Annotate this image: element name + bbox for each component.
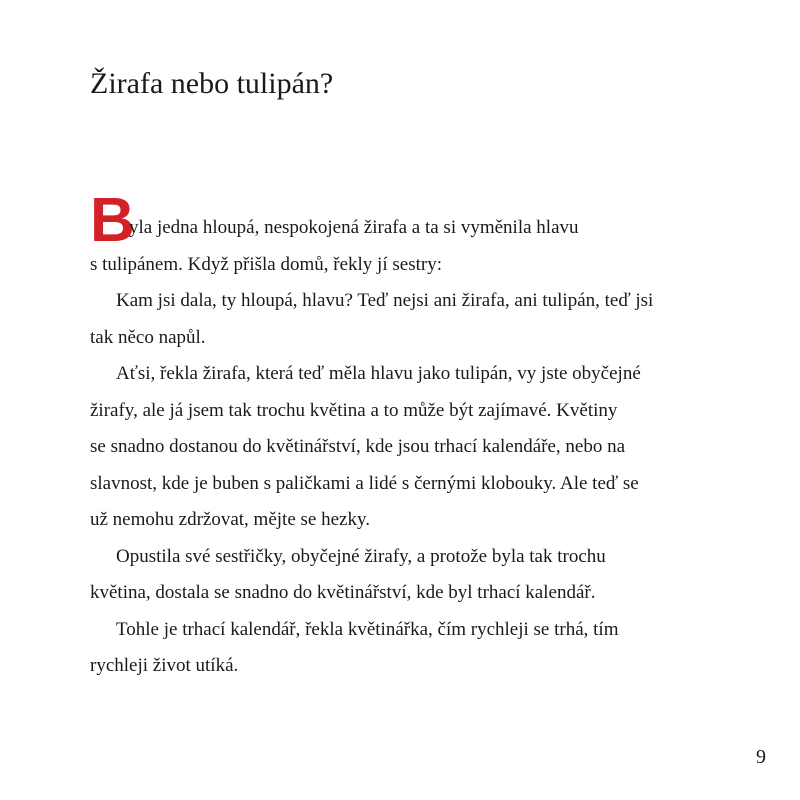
story-text	[90, 210, 730, 685]
text-line: rychleji život utíká.	[90, 655, 239, 676]
text-line: s tulipánem. Když přišla domů, řekly jí sestry:	[90, 253, 442, 275]
text-line: tak něco napůl.	[90, 326, 206, 348]
drop-cap: B	[90, 186, 135, 255]
text-line: se snadno dostanou do květinářství, kde jsou trhací kalendáře, nebo na	[90, 436, 626, 457]
text-line: Opustila své sestřičky, obyčejné žirafy, a protože byla tak trochu	[116, 545, 606, 567]
text-line: květina, dostala se snadno do květinářství, kde byl trhací kalendář.	[90, 582, 596, 603]
text-line: Tohle je trhací kalendář, řekla květinářka, čím rychleji se trhá, tím	[116, 618, 619, 640]
text-line: už nemohu zdržovat, mějte se hezky.	[90, 509, 370, 530]
text-line: Kam jsi dala, ty hloupá, hlavu? Teď nejsi ani žirafa, ani tulipán, teď jsi	[116, 290, 654, 311]
page-number: 9	[756, 746, 766, 768]
page-title: Žirafa nebo tulipán?	[90, 67, 334, 100]
text-line: slavnost, kde je buben s paličkami a lidé s černými klobouky. Ale teď se	[90, 472, 639, 494]
text-line: Aťsi, řekla žirafa, která teď měla hlavu jako tulipán, vy jste obyčejné	[116, 363, 641, 384]
text-line: žirafy, ale já jsem tak trochu květina a to může být zajímavé. Květiny	[90, 399, 618, 421]
text-line: yla jedna hloupá, nespokojená žirafa a ta si vyměnila hlavu	[129, 217, 579, 238]
